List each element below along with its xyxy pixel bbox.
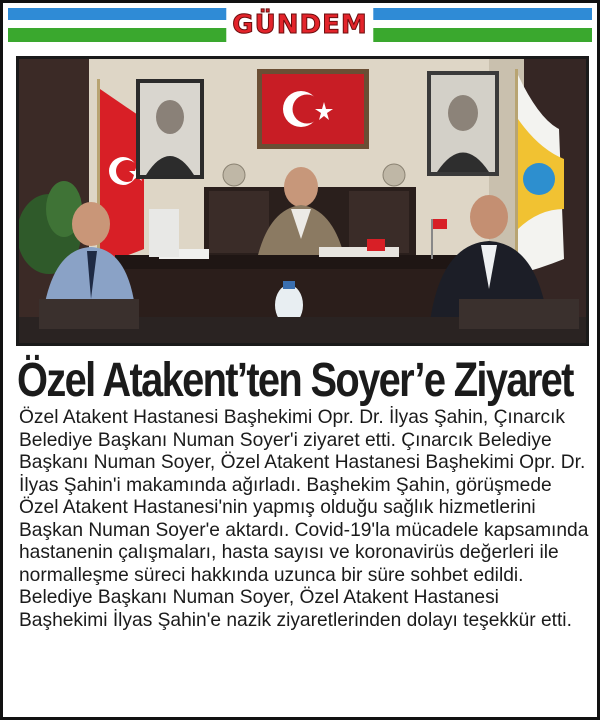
article-headline: Özel Atakent’ten Soyer’e Ziyaret [17, 354, 573, 407]
office-meeting-photo-icon [19, 59, 586, 343]
article-paragraph: Belediye Başkanı Numan Soyer, Özel Atakent Hastanesi Başhekimi İlyas Şahin'e nazik ziyaretlerinden dolayı teşekkür etti. [19, 587, 572, 631]
article-body [19, 407, 591, 632]
section-banner [8, 8, 592, 42]
article-photo [16, 56, 589, 346]
section-label-wrap [226, 8, 373, 42]
section-label: GÜNDEM [232, 10, 368, 40]
article-paragraph: Özel Atakent Hastanesi Başhekimi Opr. Dr. İlyas Şahin, Çınarcık Belediye Başkanı Numan Soyer'i ziyaret etti. Çınarcık Belediye Başkanı Numan Soyer, Özel Atakent Hastanesi Başhekimi Opr. Dr. İlyas Şahin'i makamında ağırladı. Başhekim Şahin, görüşmede Özel Atakent Hastanesi'nin yapmış olduğu sağlık hizmetlerini Başkan Numan Soyer'e aktardı. Covid-19'la mücadele kapsamında hastanenin çalışmaları, hasta sayısı ve koronavirüs değerleri ile normalleşme süreci hakkında uzunca bir süre sohbet edildi. [19, 407, 589, 586]
